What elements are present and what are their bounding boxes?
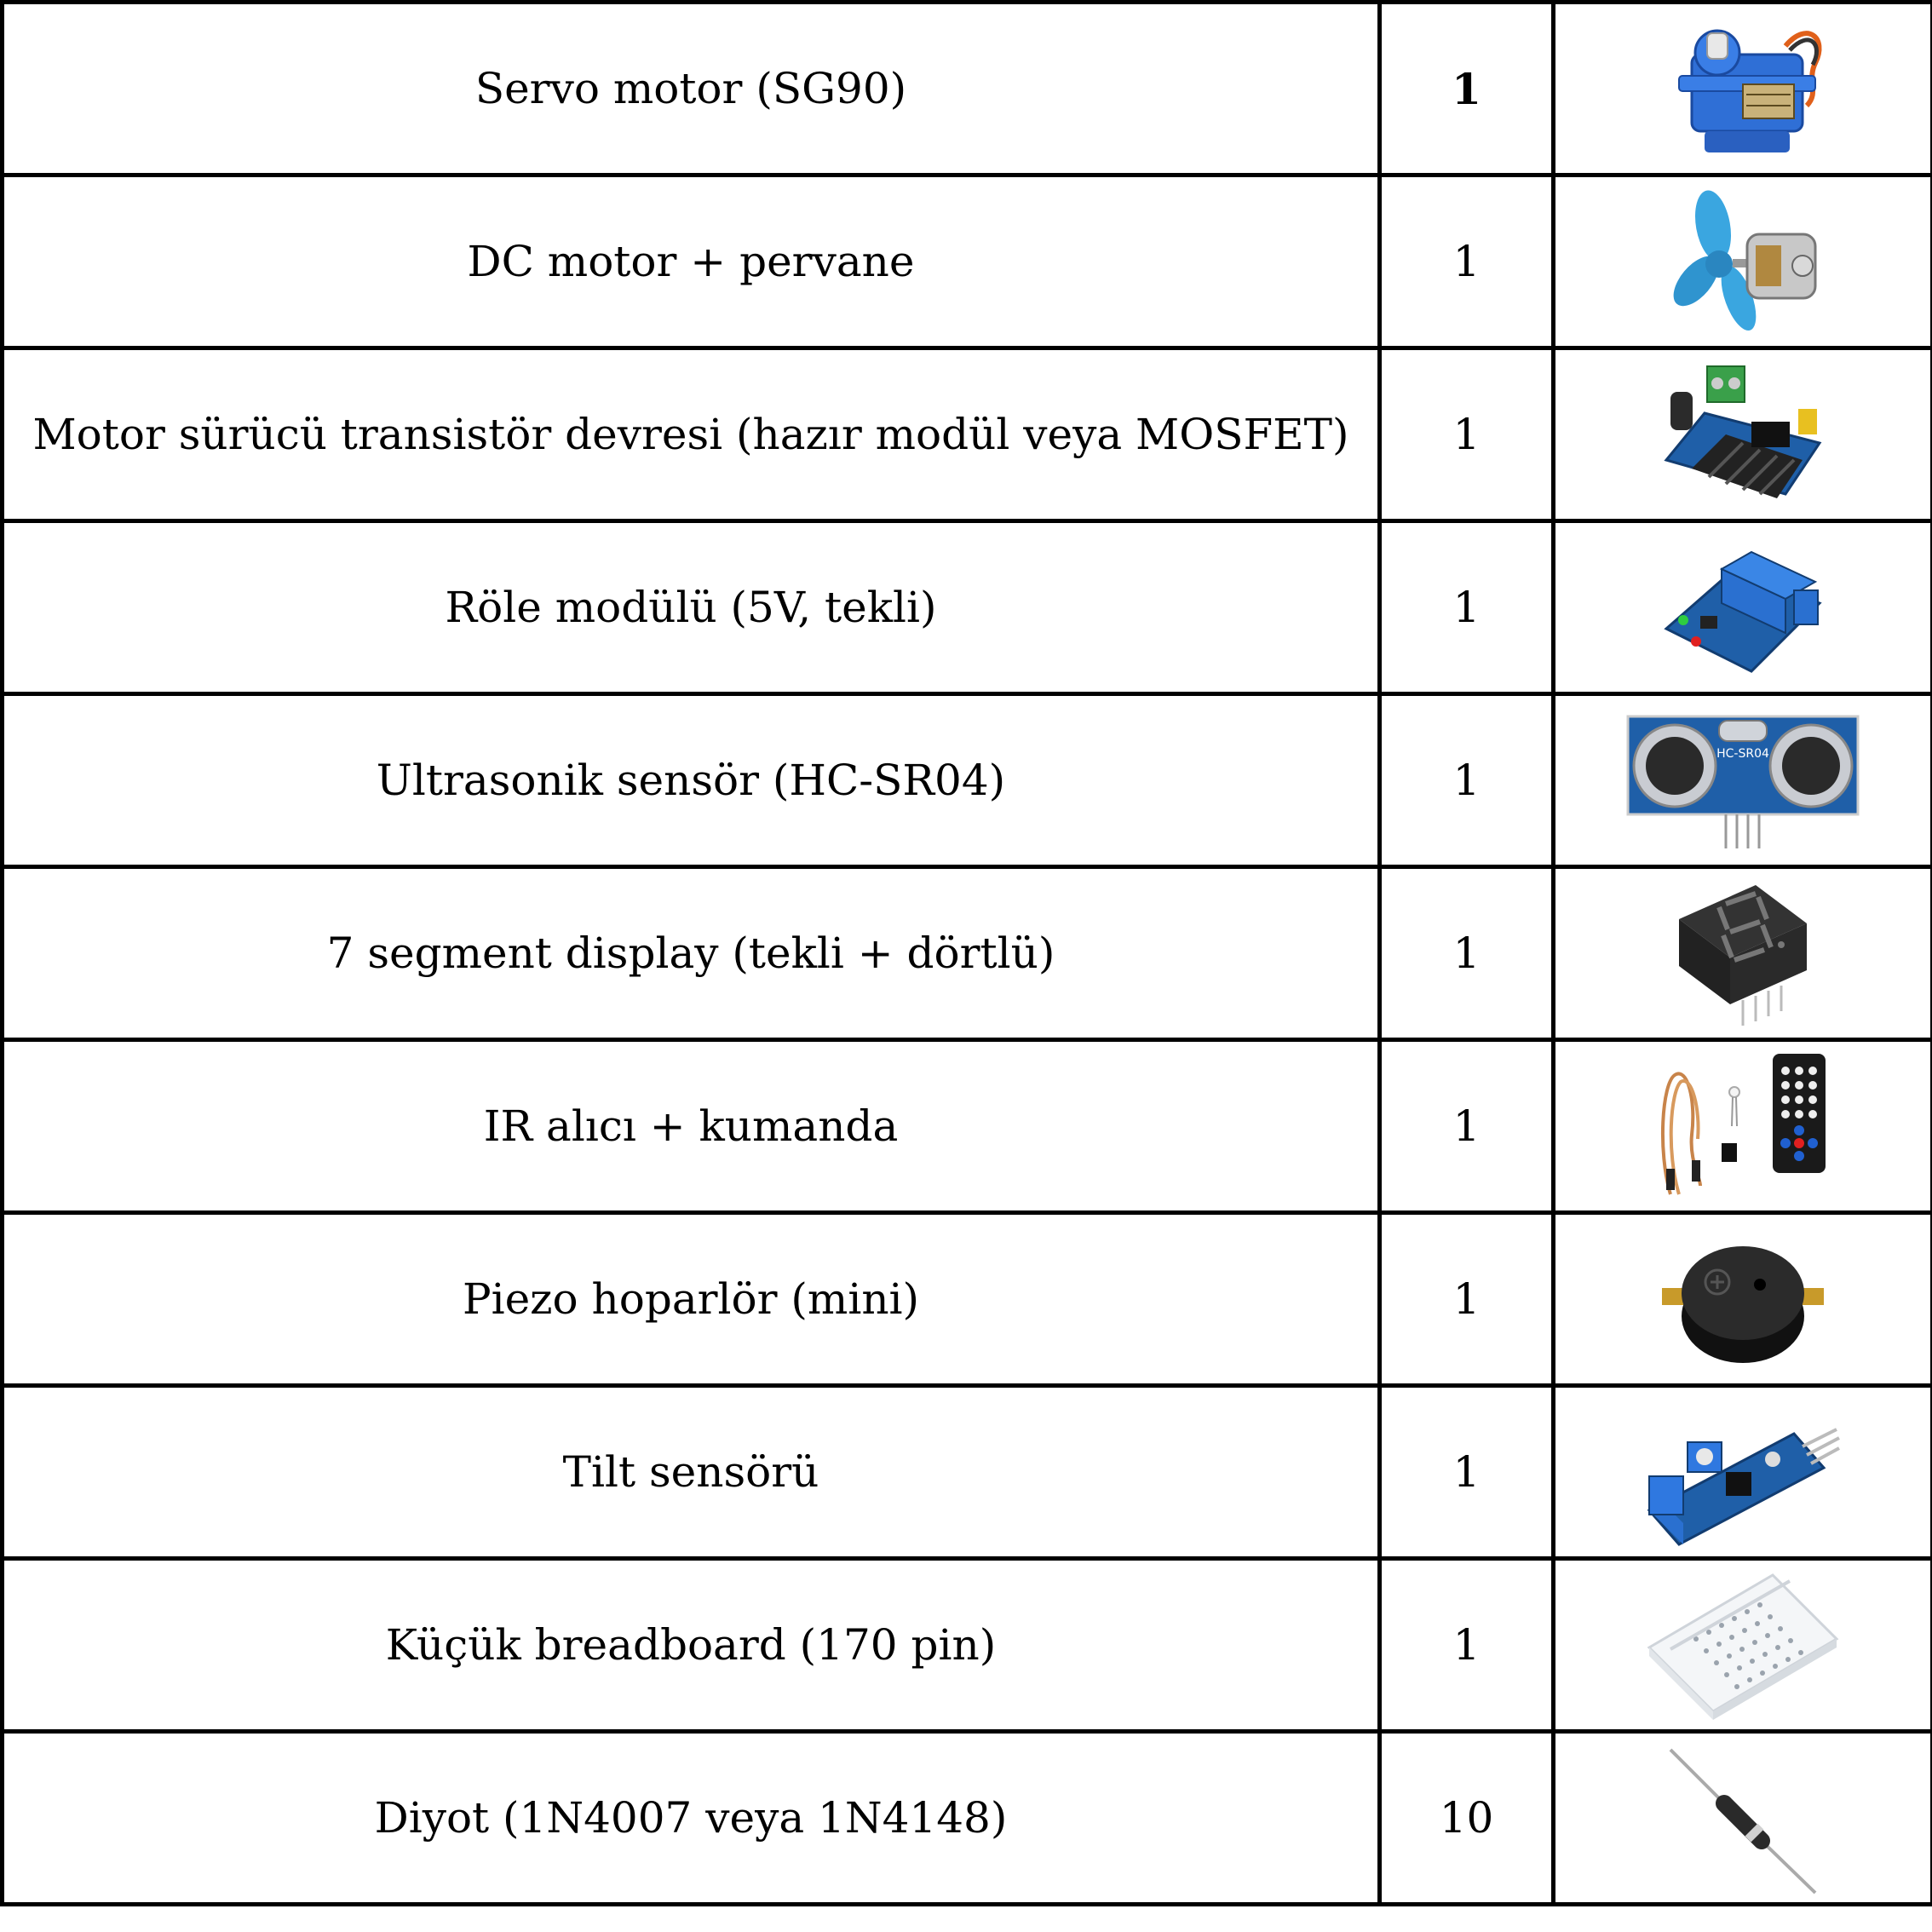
part-image (1554, 348, 1932, 521)
part-name: IR alıcı + kumanda (3, 1040, 1380, 1213)
table-row (3, 1040, 1932, 1213)
part-name: Küçük breadboard (170 pin) (3, 1559, 1380, 1732)
table-row (3, 3, 1932, 175)
part-image (1554, 867, 1932, 1040)
part-quantity: 1 (1380, 1213, 1554, 1386)
table-row (3, 1732, 1932, 1905)
diode-icon (1658, 1741, 1828, 1895)
part-image (1554, 1040, 1932, 1213)
part-image (1554, 1213, 1932, 1386)
piezo-buzzer-icon (1658, 1227, 1828, 1371)
part-quantity: 1 (1380, 3, 1554, 175)
part-name: Piezo hoparlör (mini) (3, 1213, 1380, 1386)
table-row (3, 348, 1932, 521)
part-image (1554, 521, 1932, 694)
part-quantity: 10 (1380, 1732, 1554, 1905)
motor-driver-module-icon (1658, 358, 1828, 511)
dc-motor-propeller-icon (1658, 187, 1828, 336)
table-row (3, 867, 1932, 1040)
part-image (1554, 175, 1932, 348)
part-quantity: 1 (1380, 867, 1554, 1040)
part-quantity: 1 (1380, 1040, 1554, 1213)
table-row (3, 1213, 1932, 1386)
part-name: Motor sürücü transistör devresi (hazır modül veya MOSFET) (3, 348, 1380, 521)
sensor-label: HC-SR04 (1716, 747, 1769, 761)
part-name: Servo motor (SG90) (3, 3, 1380, 175)
part-name: Tilt sensörü (3, 1386, 1380, 1559)
part-name: Röle modülü (5V, tekli) (3, 521, 1380, 694)
part-quantity: 1 (1380, 175, 1554, 348)
mini-breadboard-icon (1645, 1571, 1841, 1720)
part-image (1554, 1732, 1932, 1905)
part-quantity: 1 (1380, 1386, 1554, 1559)
part-quantity: 1 (1380, 694, 1554, 867)
part-name: 7 segment display (tekli + dörtlü) (3, 867, 1380, 1040)
part-image (1554, 1559, 1932, 1732)
table-row (3, 175, 1932, 348)
table-row (3, 1386, 1932, 1559)
relay-module-icon (1658, 535, 1828, 680)
part-name: DC motor + pervane (3, 175, 1380, 348)
table-row (3, 521, 1932, 694)
part-image (1554, 3, 1932, 175)
part-quantity: 1 (1380, 1559, 1554, 1732)
ir-receiver-remote-icon (1653, 1049, 1832, 1203)
table-row (3, 1559, 1932, 1732)
table-row (3, 694, 1932, 867)
seven-segment-display-icon (1666, 877, 1820, 1030)
part-name: Ultrasonik sensör (HC-SR04) (3, 694, 1380, 867)
part-image (1554, 1386, 1932, 1559)
part-quantity: 1 (1380, 521, 1554, 694)
part-quantity: 1 (1380, 348, 1554, 521)
part-image (1554, 694, 1932, 867)
servo-motor-icon (1658, 12, 1828, 165)
part-name: Diyot (1N4007 veya 1N4148) (3, 1732, 1380, 1905)
ultrasonic-sensor-icon (1624, 708, 1862, 853)
tilt-sensor-icon (1645, 1395, 1841, 1549)
